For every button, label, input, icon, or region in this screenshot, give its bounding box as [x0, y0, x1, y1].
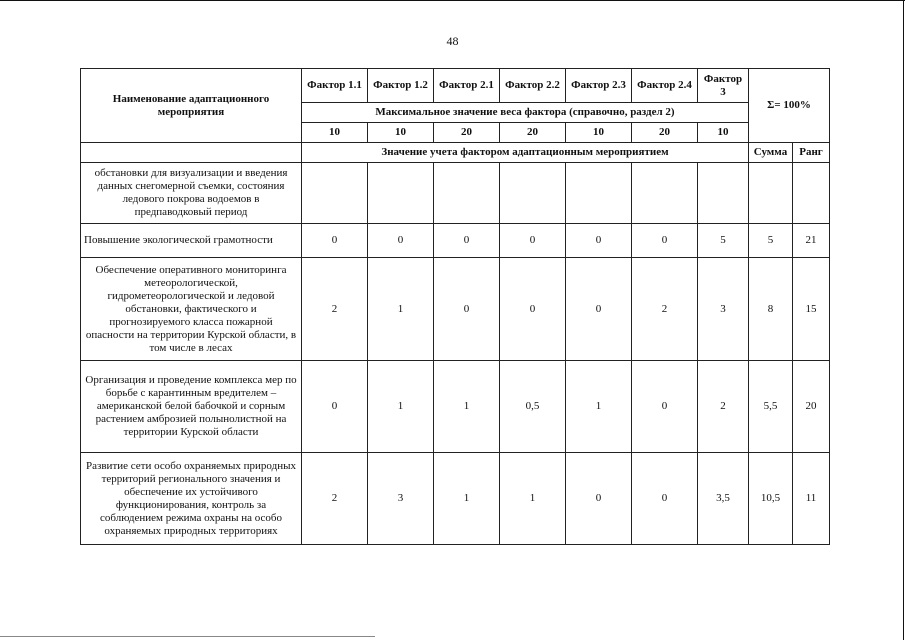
table-row — [81, 361, 830, 453]
weight-value: 10 — [368, 123, 434, 143]
factor-value: 1 — [368, 258, 434, 361]
factor-value: 2 — [302, 453, 368, 545]
factor-value: 1 — [500, 453, 566, 545]
header-row-factors — [81, 69, 830, 103]
rank-value: 21 — [793, 224, 830, 258]
rank-header: Ранг — [793, 143, 830, 163]
sum-value: 10,5 — [749, 453, 793, 545]
accounting-label: Значение учета фактором адаптационным мероприятием — [302, 143, 749, 163]
factor-value: 1 — [566, 361, 632, 453]
factor-value: 0 — [566, 224, 632, 258]
factor-header: Фактор 2.1 — [434, 69, 500, 103]
factor-header: Фактор 2.4 — [632, 69, 698, 103]
factor-value: 0 — [632, 361, 698, 453]
frame-top — [0, 0, 905, 1]
header-row-accounting — [81, 143, 830, 163]
factor-value: 0 — [500, 224, 566, 258]
factor-value: 0 — [434, 258, 500, 361]
rank-value: 15 — [793, 258, 830, 361]
factor-value: 1 — [368, 361, 434, 453]
factor-value: 0 — [566, 453, 632, 545]
factor-value: 0 — [632, 453, 698, 545]
weight-value: 10 — [566, 123, 632, 143]
max-weight-label: Максимальное значение веса фактора (справочно, раздел 2) — [302, 103, 749, 123]
factor-value — [368, 163, 434, 224]
table-row — [81, 224, 830, 258]
sum-header: Сумма — [749, 143, 793, 163]
factor-value: 0 — [302, 361, 368, 453]
factor-value: 5 — [698, 224, 749, 258]
table-row — [81, 163, 830, 224]
sum-value — [749, 163, 793, 224]
measure-name: Повышение экологической грамотности — [81, 224, 302, 258]
factor-value: 0 — [368, 224, 434, 258]
sum-value: 8 — [749, 258, 793, 361]
factor-value: 0 — [566, 258, 632, 361]
factor-value — [500, 163, 566, 224]
measure-name: обстановки для визуализации и введения данных снегомерной съемки, состояния ледового покрова водоемов в предпаводковый период — [81, 163, 302, 224]
frame-right — [903, 0, 904, 640]
factor-header: Фактор 3 — [698, 69, 749, 103]
factor-value — [566, 163, 632, 224]
sum-value: 5,5 — [749, 361, 793, 453]
rank-value: 20 — [793, 361, 830, 453]
factor-value: 2 — [632, 258, 698, 361]
factor-header: Фактор 1.1 — [302, 69, 368, 103]
factor-value: 0 — [632, 224, 698, 258]
name-column-header: Наименование адаптационного мероприятия — [81, 69, 302, 143]
blank-cell — [81, 143, 302, 163]
factor-value — [698, 163, 749, 224]
factor-value — [302, 163, 368, 224]
page-number: 48 — [446, 34, 459, 48]
bottom-rule — [0, 636, 375, 637]
measure-name: Обеспечение оперативного мониторинга метеорологической, гидрометеорологической и ледовой обстановки, фактического и прогнозируемого класса пожарной опасности на территории Курской области, в том числе в лесах — [81, 258, 302, 361]
measure-name: Развитие сети особо охраняемых природных территорий регионального значения и обеспечение их устойчивого функционирования, контроль за соблюдением режима охраны на особо охраняемых природных территориях — [81, 453, 302, 545]
factor-value: 1 — [434, 453, 500, 545]
factor-value: 3 — [698, 258, 749, 361]
measures-table — [80, 68, 830, 545]
factor-header: Фактор 2.2 — [500, 69, 566, 103]
table-row — [81, 258, 830, 361]
factor-value — [434, 163, 500, 224]
factor-value: 2 — [302, 258, 368, 361]
factor-value — [632, 163, 698, 224]
weight-value: 10 — [302, 123, 368, 143]
factor-value: 0 — [434, 224, 500, 258]
measure-name: Организация и проведение комплекса мер по борьбе с карантинным вредителем – американской белой бабочкой и сорным растением амброзией полынолистной на территории Курской области — [81, 361, 302, 453]
table-row — [81, 453, 830, 545]
factor-value: 2 — [698, 361, 749, 453]
weight-value: 20 — [500, 123, 566, 143]
factor-value: 3 — [368, 453, 434, 545]
weight-value: 20 — [632, 123, 698, 143]
factor-header: Фактор 1.2 — [368, 69, 434, 103]
factor-value: 0,5 — [500, 361, 566, 453]
factor-header: Фактор 2.3 — [566, 69, 632, 103]
factor-value: 1 — [434, 361, 500, 453]
weight-value: 10 — [698, 123, 749, 143]
sum-value: 5 — [749, 224, 793, 258]
factor-value: 0 — [302, 224, 368, 258]
factor-value: 0 — [500, 258, 566, 361]
sigma-header: Σ= 100% — [749, 69, 830, 143]
weight-value: 20 — [434, 123, 500, 143]
rank-value: 11 — [793, 453, 830, 545]
factor-value: 3,5 — [698, 453, 749, 545]
rank-value — [793, 163, 830, 224]
